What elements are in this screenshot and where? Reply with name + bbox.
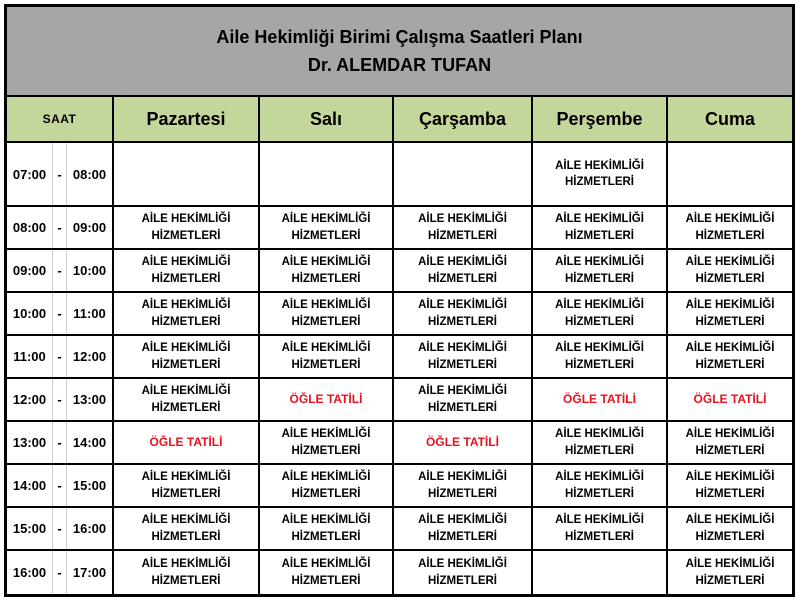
schedule-cell: AİLE HEKİMLİĞİ HİZMETLERİ	[394, 551, 533, 594]
time-end: 13:00	[72, 392, 107, 407]
schedule-cell: AİLE HEKİMLİĞİ HİZMETLERİ	[114, 250, 260, 293]
schedule-cell	[533, 551, 668, 594]
schedule-cell: AİLE HEKİMLİĞİ HİZMETLERİ	[533, 143, 668, 207]
schedule-cell: AİLE HEKİMLİĞİ HİZMETLERİ	[533, 250, 668, 293]
schedule-cell: AİLE HEKİMLİĞİ HİZMETLERİ	[260, 336, 394, 379]
time-start: 14:00	[12, 478, 47, 493]
schedule-cell: AİLE HEKİMLİĞİ HİZMETLERİ	[114, 465, 260, 508]
time-dash: -	[52, 508, 67, 549]
schedule-cell: AİLE HEKİMLİĞİ HİZMETLERİ	[394, 250, 533, 293]
schedule-cell: AİLE HEKİMLİĞİ HİZMETLERİ	[260, 508, 394, 551]
schedule-cell	[114, 143, 260, 207]
schedule-cell: AİLE HEKİMLİĞİ HİZMETLERİ	[668, 465, 792, 508]
time-start: 07:00	[12, 166, 47, 182]
schedule-cell: AİLE HEKİMLİĞİ HİZMETLERİ	[260, 250, 394, 293]
column-header-cuma: Cuma	[668, 97, 792, 143]
schedule-cell: AİLE HEKİMLİĞİ HİZMETLERİ	[394, 207, 533, 250]
schedule-cell: ÖĞLE TATİLİ	[533, 379, 668, 422]
time-end: 12:00	[72, 349, 107, 364]
column-header-saat: SAAT	[7, 97, 114, 143]
time-range-cell	[7, 293, 114, 336]
schedule-cell: AİLE HEKİMLİĞİ HİZMETLERİ	[533, 508, 668, 551]
time-range-cell	[7, 143, 114, 207]
time-dash: -	[52, 336, 67, 377]
schedule-cell: AİLE HEKİMLİĞİ HİZMETLERİ	[260, 207, 394, 250]
time-dash: -	[52, 465, 67, 506]
schedule-cell: ÖĞLE TATİLİ	[260, 379, 394, 422]
time-start: 12:00	[12, 392, 47, 407]
schedule-table	[4, 4, 795, 597]
schedule-cell: AİLE HEKİMLİĞİ HİZMETLERİ	[533, 207, 668, 250]
time-start: 11:00	[13, 349, 46, 364]
title-line-1: Aile Hekimliği Birimi Çalışma Saatleri Planı	[216, 26, 583, 47]
schedule-cell: AİLE HEKİMLİĞİ HİZMETLERİ	[533, 422, 668, 465]
time-end: 08:00	[72, 166, 107, 182]
schedule-cell: AİLE HEKİMLİĞİ HİZMETLERİ	[394, 293, 533, 336]
schedule-cell: AİLE HEKİMLİĞİ HİZMETLERİ	[260, 551, 394, 594]
schedule-cell: AİLE HEKİMLİĞİ HİZMETLERİ	[394, 336, 533, 379]
schedule-cell	[394, 143, 533, 207]
time-range-cell	[7, 207, 114, 250]
time-range-cell	[7, 379, 114, 422]
schedule-cell: ÖĞLE TATİLİ	[394, 422, 533, 465]
schedule-cell: AİLE HEKİMLİĞİ HİZMETLERİ	[533, 465, 668, 508]
schedule-cell: AİLE HEKİMLİĞİ HİZMETLERİ	[533, 293, 668, 336]
time-range-cell	[7, 336, 114, 379]
schedule-cell: AİLE HEKİMLİĞİ HİZMETLERİ	[114, 508, 260, 551]
schedule-cell: AİLE HEKİMLİĞİ HİZMETLERİ	[114, 379, 260, 422]
time-range-cell	[7, 465, 114, 508]
time-start: 09:00	[12, 263, 47, 278]
schedule-cell: AİLE HEKİMLİĞİ HİZMETLERİ	[668, 422, 792, 465]
schedule-cell: ÖĞLE TATİLİ	[114, 422, 260, 465]
schedule-cell: AİLE HEKİMLİĞİ HİZMETLERİ	[114, 551, 260, 594]
schedule-cell: AİLE HEKİMLİĞİ HİZMETLERİ	[114, 207, 260, 250]
time-range-cell	[7, 551, 114, 594]
time-dash: -	[52, 422, 67, 463]
time-dash: -	[52, 250, 67, 291]
column-header-sali: Salı	[260, 97, 394, 143]
time-end: 14:00	[72, 435, 107, 450]
time-range-cell	[7, 250, 114, 293]
schedule-cell: AİLE HEKİMLİĞİ HİZMETLERİ	[668, 250, 792, 293]
time-end: 15:00	[72, 478, 107, 493]
schedule-cell: AİLE HEKİMLİĞİ HİZMETLERİ	[394, 379, 533, 422]
table-title	[7, 7, 792, 97]
schedule-cell: AİLE HEKİMLİĞİ HİZMETLERİ	[668, 551, 792, 594]
schedule-cell: AİLE HEKİMLİĞİ HİZMETLERİ	[668, 508, 792, 551]
schedule-cell: AİLE HEKİMLİĞİ HİZMETLERİ	[260, 422, 394, 465]
column-header-pazartesi: Pazartesi	[114, 97, 260, 143]
time-start: 08:00	[12, 220, 47, 235]
time-dash: -	[52, 379, 67, 420]
time-end: 16:00	[72, 521, 107, 536]
schedule-cell: AİLE HEKİMLİĞİ HİZMETLERİ	[394, 508, 533, 551]
time-start: 13:00	[12, 435, 47, 450]
schedule-cell: AİLE HEKİMLİĞİ HİZMETLERİ	[533, 336, 668, 379]
schedule-cell	[260, 143, 394, 207]
time-dash: -	[52, 207, 67, 248]
time-range-cell	[7, 422, 114, 465]
column-header-carsamba: Çarşamba	[394, 97, 533, 143]
schedule-cell	[668, 143, 792, 207]
time-range-cell	[7, 508, 114, 551]
time-start: 15:00	[12, 521, 47, 536]
schedule-cell: ÖĞLE TATİLİ	[668, 379, 792, 422]
title-line-2: Dr. ALEMDAR TUFAN	[307, 54, 492, 75]
schedule-cell: AİLE HEKİMLİĞİ HİZMETLERİ	[260, 465, 394, 508]
column-header-persembe: Perşembe	[533, 97, 668, 143]
time-dash: -	[52, 551, 67, 594]
time-start: 10:00	[12, 306, 47, 321]
time-start: 16:00	[12, 565, 47, 580]
time-dash: -	[52, 143, 67, 205]
schedule-cell: AİLE HEKİMLİĞİ HİZMETLERİ	[114, 293, 260, 336]
time-end: 17:00	[72, 565, 107, 580]
schedule-cell: AİLE HEKİMLİĞİ HİZMETLERİ	[668, 293, 792, 336]
time-end: 11:00	[73, 306, 106, 321]
schedule-cell: AİLE HEKİMLİĞİ HİZMETLERİ	[260, 293, 394, 336]
time-dash: -	[52, 293, 67, 334]
time-end: 10:00	[72, 263, 107, 278]
schedule-cell: AİLE HEKİMLİĞİ HİZMETLERİ	[668, 207, 792, 250]
schedule-cell: AİLE HEKİMLİĞİ HİZMETLERİ	[114, 336, 260, 379]
schedule-cell: AİLE HEKİMLİĞİ HİZMETLERİ	[668, 336, 792, 379]
schedule-cell: AİLE HEKİMLİĞİ HİZMETLERİ	[394, 465, 533, 508]
time-end: 09:00	[72, 220, 107, 235]
